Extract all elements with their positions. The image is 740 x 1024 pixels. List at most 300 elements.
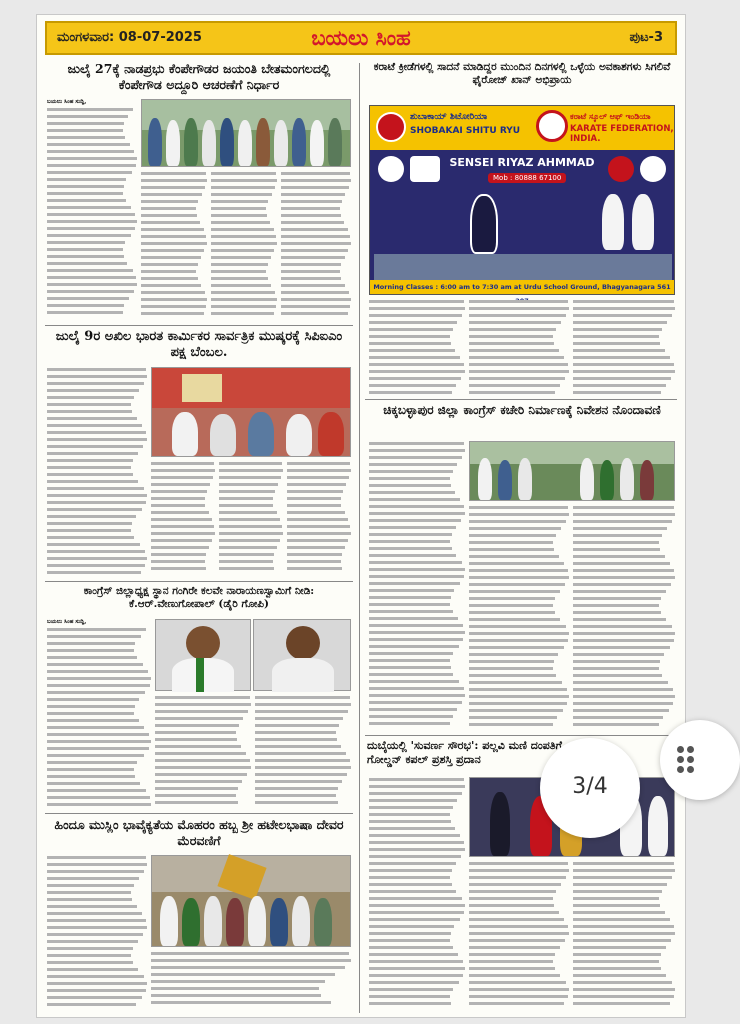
strike-meeting-photo [151,367,351,457]
body-text-line [47,877,139,880]
banner-federation-name: KARATE FEDERATION, INDIA. [570,124,674,144]
body-text-line [469,667,553,670]
newspaper-title: ಬಯಲು ಸಿಂಹ [311,25,411,50]
body-text-line [211,172,276,175]
body-text-line [141,228,204,231]
body-text-line [469,363,568,366]
body-text-line [573,562,670,565]
masthead [45,21,677,55]
body-text-line [47,898,132,901]
grid-dots-icon[interactable] [660,720,740,800]
body-text-line [151,966,345,969]
body-text-line [47,550,145,553]
body-text-line [469,513,569,516]
body-text-line [573,925,674,928]
chikkaballapur-body-col3 [573,505,675,731]
body-text-line [155,710,248,713]
body-text-line [573,876,672,879]
body-text-line [47,663,143,666]
body-text-line [369,568,465,571]
banner-mobile-number: Mob : 80888 67100 [488,173,566,183]
body-text-line [155,745,241,748]
body-text-line [151,497,205,500]
body-text-line [255,773,347,776]
body-text-line [469,660,554,663]
body-text-line [211,277,268,280]
body-text-line [255,759,350,762]
body-text-line [255,710,348,713]
body-text-line [47,227,135,230]
body-text-line [469,356,564,359]
chikkaballapur-body-col2 [469,505,569,731]
article-divider [45,325,353,326]
body-text-line [281,228,348,231]
article-divider [365,735,677,736]
banner-school-name-kannada: ಶುಬಾಕಾಯ್ ಶಿಟೋರಿಯಾ [410,112,488,122]
body-text-line [469,674,556,677]
body-text-line [573,660,660,663]
karateka-photo [632,194,654,250]
body-text-line [369,638,463,641]
congress-district-body-col1 [47,619,151,809]
body-text-line [369,617,458,620]
body-text-line [573,377,671,380]
body-text-line [369,876,450,879]
body-text-line [219,476,281,479]
body-text-line [369,547,452,550]
banner-school-name: SHOBAKAI SHITU RYU [410,126,521,136]
body-text-line [155,738,237,741]
body-text-line [155,703,251,706]
body-text-line [369,370,465,373]
body-text-line [573,653,664,656]
body-text-line [281,291,349,294]
body-text-line [141,249,204,252]
body-text-line [255,717,343,720]
sensei-photo [470,194,498,254]
body-text-line [281,305,350,308]
body-text-line [151,1001,331,1004]
body-text-line [287,532,351,535]
body-text-line [573,534,662,537]
karateka-photo [602,194,624,250]
body-text-line [573,646,670,649]
body-text-line [211,256,271,259]
body-text-line [573,667,659,670]
body-text-line [141,312,204,315]
body-text-line [369,827,455,830]
body-text-line [287,560,341,563]
body-text-line [47,557,147,560]
strike-headline: ಜುಲೈ 9ರ ಅಖಿಲ ಭಾರತ ಕಾರ್ಮಿಕರ ಸಾರ್ವತ್ರಿಕ ಮುಷ್ಕರಕ್ಕೆ ಸಿಪಿಐಎಂ ಪಕ್ಷ ಬೆಂಬಲ. [55,329,343,361]
kempegowda-body-col3 [211,171,277,321]
body-text-line [573,883,667,886]
body-text-line [281,207,340,210]
body-text-line [469,370,569,373]
body-text-line [369,491,455,494]
body-text-line [211,305,276,308]
body-text-line [369,981,459,984]
body-text-line [47,940,138,943]
body-text-line [141,284,201,287]
body-text-line [369,925,454,928]
body-text-line [469,335,553,338]
body-text-line [369,946,453,949]
body-text-line [573,349,665,352]
body-text-line [47,733,149,736]
body-text-line [255,745,341,748]
body-text-line [219,553,274,556]
karate-school-logo [376,112,406,142]
body-text-line [47,108,133,111]
article-divider [45,813,353,814]
body-text-line [369,680,459,683]
body-text-line [47,487,144,490]
body-text-line [369,722,450,725]
body-text-line [369,869,452,872]
issue-date: ಮಂಗಳವಾರ: 08-07-2025 [57,30,202,45]
congress-district-headline: ಕಾಂಗ್ರೆಸ್ ಜಿಲ್ಲಾಧ್ಯಕ್ಷ ಸ್ಥಾನ ಗಂಗಿರೇ ಕಲವೇ ನಾರಾಯಣಸ್ವಾಮಿಗೆ ನೀಡಿ: ಕೆ.ಆರ್.ವೇಣುಗೋಪಾಲ್ (ಡೈರಿ ಗೋಪಿ) [83,585,315,611]
body-text-line [151,469,215,472]
body-text-line [469,618,560,621]
body-text-line [369,631,465,634]
body-text-line [47,262,127,265]
body-text-line [47,719,139,722]
body-text-line [47,185,124,188]
harmony-procession-photo [151,855,351,947]
body-text-line [47,982,147,985]
body-text-line [47,501,146,504]
body-text-line [469,995,568,998]
karate-india-logo [640,156,666,182]
body-text-line [141,193,202,196]
body-text-line [469,876,566,879]
body-text-line [469,932,569,935]
body-text-line [573,576,675,579]
body-text-line [281,256,345,259]
chikkaballapur-headline: ಚಿಕ್ಕಬಳ್ಳಾಪುರ ಜಿಲ್ಲಾ ಕಾಂಗ್ರೆಸ್ ಕಚೇರಿ ನಿರ್ಮಾಣಕ್ಕೆ ನಿವೇಶನ ನೊಂದಾವಣಿ [383,403,661,417]
body-text-line [469,527,561,530]
body-text-line [281,186,349,189]
body-text-line [255,780,342,783]
body-text-line [47,803,151,806]
body-text-line [573,967,661,970]
body-text-line [155,773,247,776]
body-text-line [155,794,236,797]
body-text-line [369,575,464,578]
karate-body-col3 [573,299,675,395]
body-text-line [211,186,275,189]
body-text-line [469,597,555,600]
body-text-line [469,314,566,317]
body-text-line [47,740,151,743]
body-text-line [151,490,207,493]
body-text-line [151,959,351,962]
body-text-line [369,652,453,655]
body-text-line [573,911,665,914]
body-text-line [469,911,559,914]
body-text-line [469,569,568,572]
body-text-line [47,136,125,139]
body-text-line [155,752,246,755]
body-text-line [47,954,131,957]
body-text-line [287,539,348,542]
harmony-body-col2 [151,951,351,1011]
body-text-line [151,483,210,486]
body-text-line [369,967,465,970]
body-text-line [47,382,144,385]
body-text-line [573,300,674,303]
body-text-line [255,766,351,769]
body-text-line [47,536,134,539]
body-text-line [47,564,145,567]
body-text-line [469,862,568,865]
body-text-line [469,300,568,303]
body-text-line [47,754,144,757]
dubai-body-col3 [573,861,675,1011]
body-text-line [47,912,142,915]
body-text-line [469,307,569,310]
body-text-line [369,694,465,697]
body-text-line [47,438,147,441]
body-text-line [573,709,669,712]
body-text-line [47,122,124,125]
body-text-line [573,890,662,893]
kempegowda-body-col1 [47,99,137,321]
body-text-line [369,540,450,543]
body-text-line [47,466,131,469]
body-text-line [573,590,666,593]
body-text-line [47,884,134,887]
body-text-line [369,533,452,536]
body-text-line [573,688,673,691]
body-text-line [47,396,134,399]
body-text-line [255,794,336,797]
body-text-line [369,442,464,445]
body-text-line [47,775,135,778]
kempegowda-body-col2 [141,171,207,321]
body-text-line [211,298,277,301]
body-text-line [141,291,205,294]
body-text-line [369,890,456,893]
body-text-line [369,356,460,359]
column-divider [359,63,360,1013]
body-text-line [369,792,462,795]
body-text-line [573,897,659,900]
body-text-line [469,604,553,607]
body-text-line [573,862,674,865]
body-text-line [369,953,458,956]
body-text-line [211,291,275,294]
body-text-line [47,171,132,174]
body-text-line [369,659,450,662]
body-text-line [369,701,462,704]
body-text-line [211,193,272,196]
body-text-line [469,520,566,523]
body-text-line [151,994,321,997]
body-text-line [47,311,123,314]
banner-class-timings: Morning Classes : 6:00 am to 7:30 am at Urdu School Ground, Bhagyanagara 561 [370,280,674,294]
body-text-line [369,841,464,844]
body-text-line [573,335,659,338]
body-text-line [151,567,206,570]
body-text-line [47,389,139,392]
body-text-line [47,368,146,371]
body-text-line [141,186,205,189]
body-text-line [573,548,660,551]
body-text-line [155,731,236,734]
body-text-line [47,628,146,631]
body-text-line [211,242,277,245]
body-text-line [369,883,452,886]
body-text-line [151,476,213,479]
body-text-line [47,919,146,922]
body-text-line [369,596,451,599]
body-text-line [47,213,135,216]
body-text-line [369,463,457,466]
body-text-line [573,632,675,635]
body-text-line [469,939,565,942]
body-text-line [469,967,555,970]
body-text-line [573,618,666,621]
congress-district-body-col2 [155,695,251,809]
body-text-line [47,199,126,202]
body-text-line [255,787,338,790]
body-text-line [255,738,337,741]
body-text-line [155,717,243,720]
body-text-line [369,911,464,914]
body-text-line [369,314,462,317]
body-text-line [281,277,341,280]
body-text-line [469,548,554,551]
harmony-body-col1 [47,855,147,1011]
article-divider [45,581,353,582]
body-text-line [369,554,456,557]
body-text-line [573,342,660,345]
page-indicator-text: 3/4 [572,774,608,799]
body-text-line [47,290,134,293]
body-text-line [573,625,672,628]
body-text-line [219,525,282,528]
body-text-line [573,520,672,523]
body-text-line [141,214,197,217]
kempegowda-group-photo [141,99,351,167]
body-text-line [573,555,665,558]
body-text-line [47,961,133,964]
body-text-line [155,696,250,699]
body-text-line [469,988,569,991]
body-text-line [219,497,273,500]
body-text-line [47,220,137,223]
strike-body-col4 [287,461,351,577]
body-text-line [369,960,463,963]
leader-portrait-2 [253,619,351,691]
body-text-line [369,519,461,522]
body-text-line [281,172,350,175]
page-number: ಪುಟ-3 [629,30,663,45]
body-text-line [47,234,131,237]
body-text-line [47,863,147,866]
body-text-line [369,589,454,592]
body-text-line [151,560,205,563]
body-text-line [573,328,662,331]
body-text-line [255,696,350,699]
body-text-line [469,391,555,394]
article-divider [365,399,677,400]
strike-body-col3 [219,461,283,577]
body-text-line [219,567,274,570]
body-text-line [469,695,569,698]
body-text-line [369,988,453,991]
body-text-line [369,624,463,627]
body-text-line [211,221,270,224]
body-text-line [573,995,674,998]
body-text-line [47,543,140,546]
body-text-line [369,582,460,585]
karate-headline: ಕರಾಟೆ ಕ್ರೀಡೆಗಳಲ್ಲಿ ಸಾದನೆ ಮಾಡಿದ್ದರ ಮುಂದಿನ ದಿನಗಳಲ್ಲಿ ಒಳ್ಳೆಯ ಅವಕಾಶಗಳು ಸಿಗಲಿವೆ ಫೈರೋಜ್ ಖಾನ್ ಅಭಿಪ್ರಾಯ [373,61,671,87]
body-text-line [151,973,335,976]
body-text-line [369,687,464,690]
body-text-line [369,449,465,452]
body-text-line [47,508,142,511]
body-text-line [573,506,674,509]
body-text-line [47,642,135,645]
body-text-line [573,384,666,387]
body-text-line [141,270,196,273]
body-text-line [469,384,560,387]
body-text-line [469,925,568,928]
body-text-line [281,221,344,224]
body-text-line [469,960,553,963]
body-text-line [47,403,131,406]
body-text-line [47,870,144,873]
body-text-line [281,179,351,182]
body-text-line [573,981,672,984]
body-text-line [369,855,461,858]
body-text-line [573,681,668,684]
body-text-line [287,490,343,493]
body-text-line [573,541,659,544]
body-text-line [369,645,459,648]
body-text-line [469,377,565,380]
body-text-line [211,312,274,315]
body-text-line [47,276,136,279]
body-text-line [369,307,465,310]
body-text-line [219,532,283,535]
body-text-line [47,375,147,378]
body-text-line [573,597,661,600]
body-text-line [47,856,146,859]
body-text-line [369,342,451,345]
body-text-line [369,1002,451,1005]
body-text-line [469,869,569,872]
body-text-line [469,897,553,900]
body-text-line [573,723,659,726]
body-text-line [369,799,457,802]
body-text-line [369,715,453,718]
kempegowda-headline: ಜುಲೈ 27ಕ್ಕೆ ನಾಡಪ್ರಭು ಕೆಂಪೇಗೌಡರ ಜಯಂತಿ ಬೇತಮಂಗಲದಲ್ಲಿ ಕೆಂಪೇಗೌಡ ಅದ್ದೂರಿ ಆಚರಣೆಗೆ ನಿರ್ಧಾರ [67,61,331,92]
karate-body-col2 [469,299,569,395]
body-text-line [469,890,556,893]
body-text-line [573,960,659,963]
body-text-line [47,297,129,300]
body-text-line [369,897,462,900]
body-text-line [219,469,283,472]
newspaper-page [36,14,686,1018]
body-text-line [369,328,453,331]
body-text-line [469,506,568,509]
body-text-line [47,1003,136,1006]
